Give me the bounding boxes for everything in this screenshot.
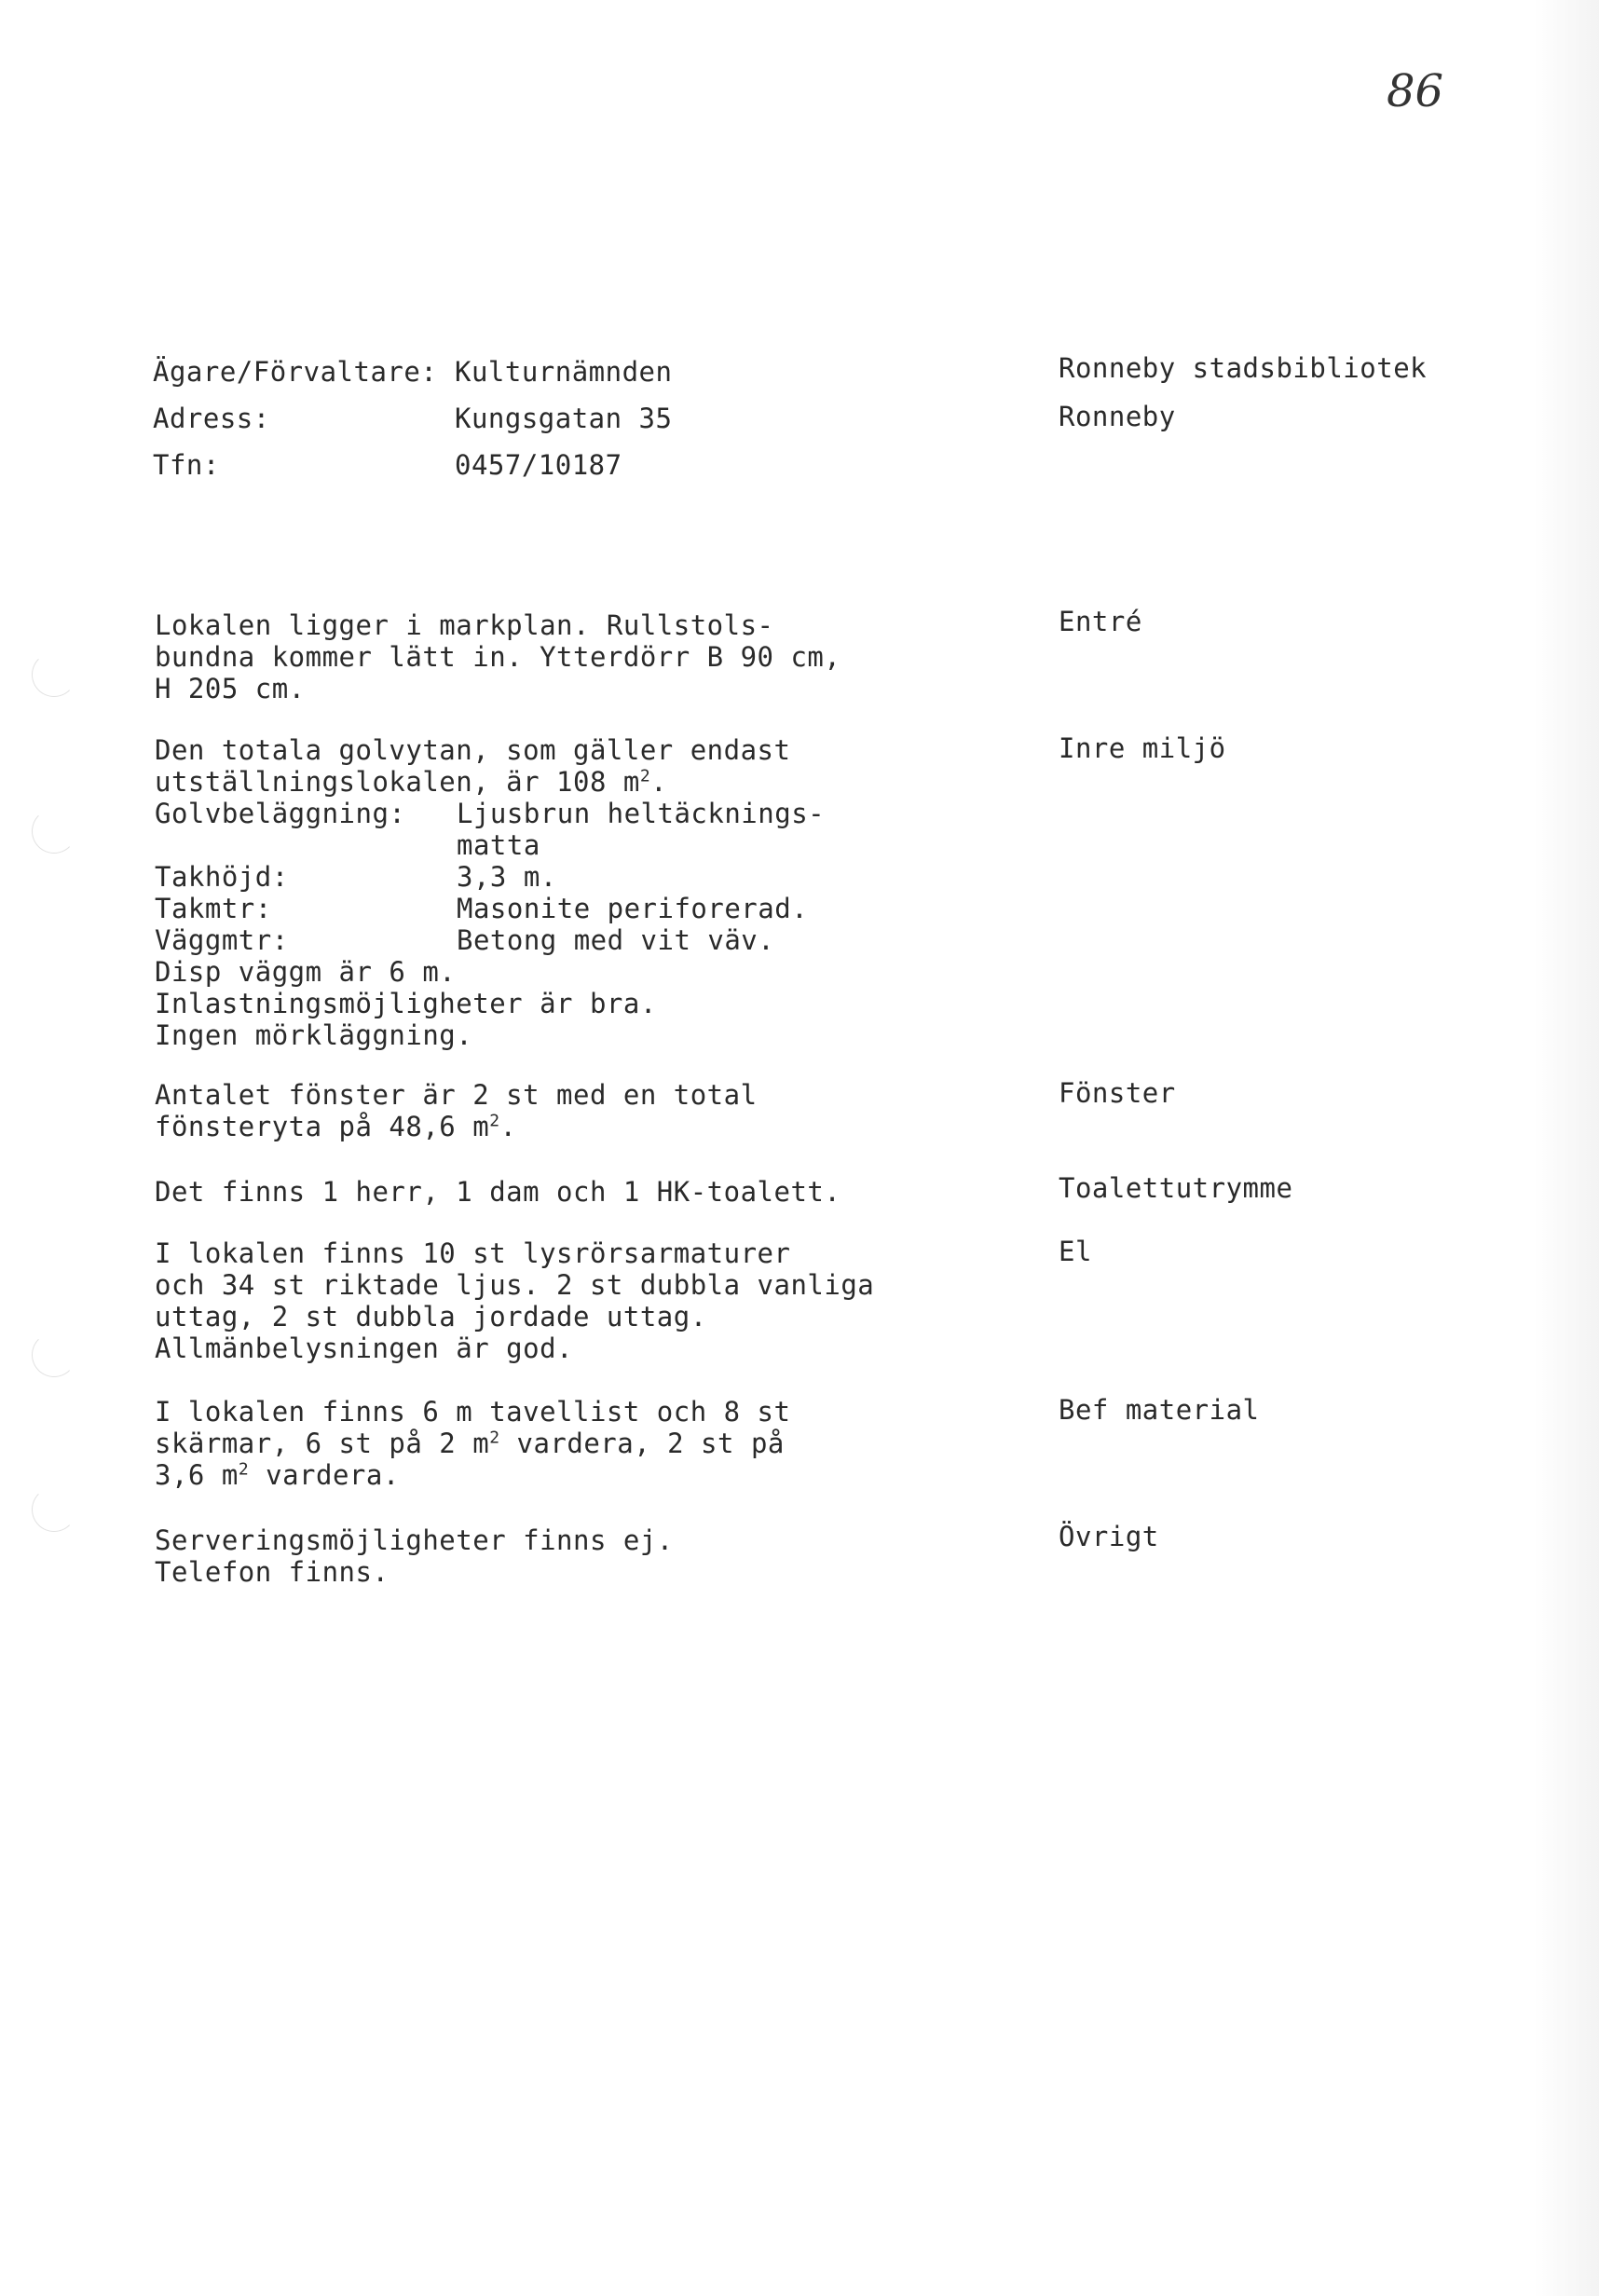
text-line: I lokalen finns 6 m tavellist och 8 st [155, 1396, 791, 1428]
floor-value-cont: matta [457, 829, 540, 861]
text-line: utställningslokalen, är 108 $m^2$. [155, 766, 668, 798]
text-line: H 205 cm. [155, 673, 306, 704]
text-line: Inlastningsmöjligheter är bra. [155, 988, 657, 1019]
address-label: Adress: [153, 403, 270, 434]
punch-hole-mark [32, 652, 76, 697]
section-heading-inre-miljo: Inre miljö [1059, 732, 1226, 764]
section-heading-el: El [1059, 1236, 1092, 1267]
text-line: Allmänbelysningen är god. [155, 1332, 573, 1364]
height-value: 3,3 m. [457, 861, 557, 893]
text-line: Det finns 1 herr, 1 dam och 1 HK-toalett. [155, 1176, 841, 1208]
superscript: 2 [489, 1111, 500, 1131]
punch-hole-mark [32, 1332, 76, 1377]
section-heading-ovrigt: Övrigt [1059, 1521, 1159, 1552]
superscript: 2 [238, 1459, 250, 1480]
floor-label: Golvbeläggning: [155, 798, 406, 829]
place-name: Ronneby stadsbibliotek [1059, 352, 1428, 384]
text-line: uttag, 2 st dubbla jordade uttag. [155, 1301, 707, 1332]
ceiling-label: Takmtr: [155, 893, 272, 924]
ceiling-value: Masonite periforerad. [457, 893, 809, 924]
paper-edge-shadow [1534, 0, 1599, 2296]
text-line: Antalet fönster är 2 st med en total [155, 1079, 758, 1111]
phone-label: Tfn: [153, 449, 220, 481]
text-line: Telefon finns. [155, 1556, 390, 1588]
address-value: Kungsgatan 35 [455, 403, 673, 434]
text-line: Lokalen ligger i markplan. Rullstols- [155, 609, 774, 641]
text-line: skärmar, 6 st på 2 $m^2$ vardera, 2 st på [155, 1428, 785, 1459]
section-heading-bef-material: Bef material [1059, 1394, 1260, 1426]
wall-value: Betong med vit väv. [457, 924, 775, 956]
text-line: Disp väggm är 6 m. [155, 956, 457, 988]
page-number: 86 [1387, 65, 1444, 117]
punch-hole-mark [32, 809, 76, 854]
text-line: fönsteryta på 48,6 $m^2$. [155, 1111, 517, 1142]
text-line: I lokalen finns 10 st lysrörsarmaturer [155, 1237, 791, 1269]
text-line: och 34 st riktade ljus. 2 st dubbla vanliga [155, 1269, 875, 1301]
superscript: 2 [489, 1428, 500, 1448]
text-line: Den totala golvytan, som gäller endast [155, 734, 791, 766]
text-line: Ingen mörkläggning. [155, 1019, 473, 1051]
place-city: Ronneby [1059, 401, 1176, 432]
owner-value: Kulturnämnden [455, 356, 673, 388]
superscript: 2 [639, 766, 651, 786]
section-heading-fonster: Fönster [1059, 1077, 1176, 1109]
wall-label: Väggmtr: [155, 924, 289, 956]
section-heading-toalett: Toalettutrymme [1059, 1172, 1293, 1204]
floor-value: Ljusbrun heltäcknings- [457, 798, 826, 829]
section-heading-entre: Entré [1059, 606, 1142, 637]
text-line: bundna kommer lätt in. Ytterdörr B 90 cm, [155, 641, 841, 673]
text-line: 3,6 $m^2$ vardera. [155, 1459, 400, 1491]
punch-hole-mark [32, 1487, 76, 1532]
owner-label: Ägare/Förvaltare: [153, 356, 438, 388]
text-line: Serveringsmöjligheter finns ej. [155, 1524, 674, 1556]
height-label: Takhöjd: [155, 861, 289, 893]
phone-value: 0457/10187 [455, 449, 622, 481]
